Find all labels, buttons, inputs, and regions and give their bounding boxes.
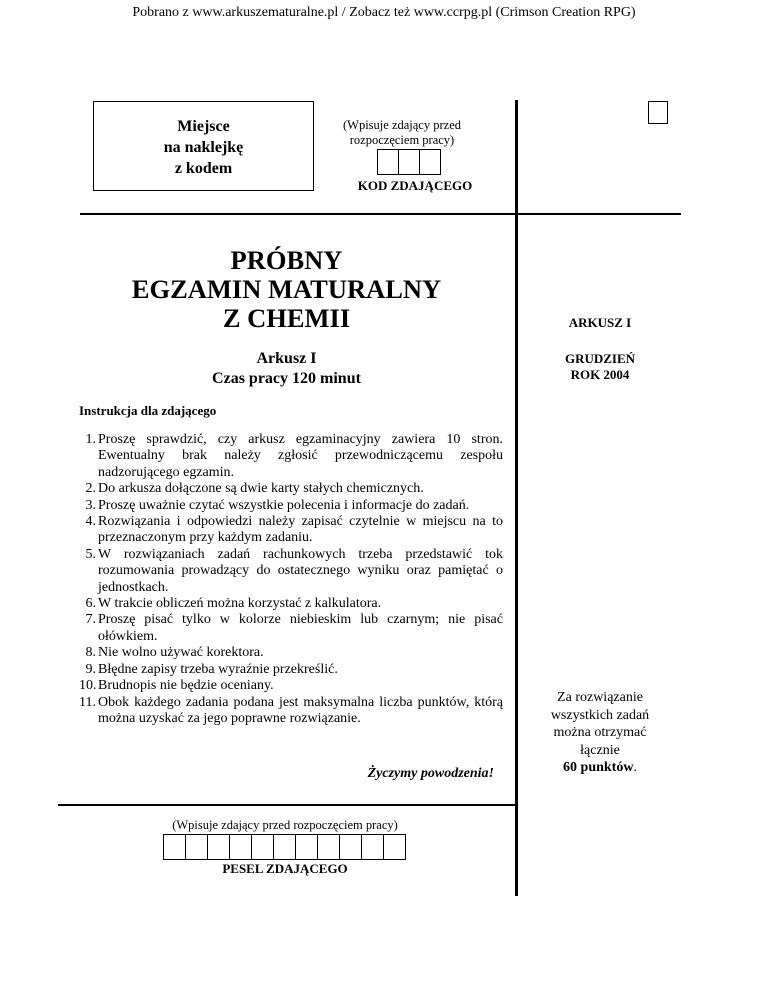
pesel-digit-box[interactable] (229, 834, 252, 860)
instruction-text: Do arkusza dołączone są dwie karty stałych chemicznych. (98, 481, 424, 497)
pesel-digit-box[interactable] (339, 834, 362, 860)
instruction-item (79, 498, 503, 514)
side-arkusz: ARKUSZ I (568, 315, 632, 330)
instruction-number: 8. (85, 645, 96, 661)
kod-boxes[interactable] (378, 149, 441, 175)
pesel-digit-box[interactable] (251, 834, 274, 860)
sticker-label: Miejsce na naklejkę z kodem (163, 118, 244, 177)
pesel-note: (Wpisuje zdający przed rozpoczęciem pracy) (172, 818, 398, 832)
pesel-label: PESEL ZDAJĄCEGO (222, 861, 348, 876)
instruction-number: 5. (85, 546, 96, 562)
instruction-number: 10. (79, 678, 97, 694)
kod-digit-box[interactable] (398, 149, 420, 175)
instruction-number: 9. (85, 661, 96, 677)
kod-digit-box[interactable] (377, 149, 399, 175)
instruction-number: 3. (85, 497, 96, 513)
bottom-divider (58, 804, 518, 806)
pesel-boxes[interactable] (164, 834, 406, 860)
pesel-digit-box[interactable] (207, 834, 230, 860)
instruction-item (79, 432, 503, 481)
instruction-number: 4. (85, 514, 96, 530)
kod-digit-box[interactable] (419, 149, 441, 175)
instruction-item (79, 678, 503, 694)
pesel-digit-box[interactable] (317, 834, 340, 860)
instruction-item (79, 645, 503, 661)
kod-label: KOD ZDAJĄCEGO (357, 178, 473, 193)
instruction-item (79, 662, 503, 678)
instruction-item (79, 481, 503, 497)
instruction-text: Proszę sprawdzić, czy arkusz egzaminacyjny zawiera 10 stron. Ewentualny brak należy zgłosić przewodniczącemu zespołu nadzorującego egzamin. (98, 432, 503, 480)
instruction-text: Proszę uważnie czytać wszystkie polecenia i informacje do zadań. (98, 497, 470, 513)
instruction-number: 11. (79, 694, 96, 710)
pesel-digit-box[interactable] (295, 834, 318, 860)
instruction-number: 6. (85, 596, 96, 612)
pesel-digit-box[interactable] (273, 834, 296, 860)
instruction-item (79, 695, 503, 728)
instruction-item (79, 547, 503, 596)
instruction-item (79, 514, 503, 547)
instruction-text: Obok każdego zadania podana jest maksymalna liczba punktów, którą można uzyskać za jego poprawne rozwiązanie. (98, 694, 503, 726)
instructions-heading: Instrukcja dla zdającego (79, 403, 217, 418)
instruction-number: 7. (85, 612, 96, 628)
pesel-digit-box[interactable] (361, 834, 384, 860)
instruction-text: W rozwiązaniach zadań rachunkowych trzeba przedstawić tok rozumowania prowadzący do ostatecznego wyniku oraz pamiętać o jednostkach. (98, 546, 503, 595)
instruction-number: 2. (85, 481, 96, 497)
instruction-number: 1. (85, 432, 96, 447)
source-header: Pobrano z www.arkuszematuralne.pl / Zobacz też www.ccrpg.pl (Crimson Creation RPG) (132, 5, 636, 20)
vertical-divider (515, 100, 518, 896)
corner-box (648, 101, 668, 124)
instruction-item (79, 612, 503, 645)
side-points: Za rozwiązanie wszystkich zadań można otrzymać łącznie 60 punktów. (550, 690, 650, 775)
instruction-text: Błędne zapisy trzeba wyraźnie przekreślić. (98, 661, 338, 677)
pesel-digit-box[interactable] (383, 834, 406, 860)
instructions-list (79, 432, 503, 727)
exam-title: PRÓBNY EGZAMIN MATURALNY Z CHEMII (131, 245, 442, 333)
pesel-digit-box[interactable] (163, 834, 186, 860)
pesel-digit-box[interactable] (185, 834, 208, 860)
top-divider (80, 213, 681, 215)
instruction-item (79, 596, 503, 612)
instruction-text: Nie wolno używać korektora. (98, 645, 264, 661)
exam-subtitle: Arkusz I Czas pracy 120 minut (212, 350, 361, 387)
instruction-text: Proszę pisać tylko w kolorze niebieskim lub czarnym; nie pisać ołówkiem. (98, 612, 503, 644)
instruction-text: Rozwiązania i odpowiedzi należy zapisać czytelnie w miejscu na to przeznaczonym przy każdym zadaniu. (98, 514, 503, 546)
wish-text: Życzymy powodzenia! (367, 766, 494, 781)
instruction-text: Brudnopis nie będzie oceniany. (98, 678, 274, 694)
kod-note: (Wpisuje zdający przed rozpoczęciem pracy) (343, 118, 461, 147)
side-date: GRUDZIEŃ ROK 2004 (564, 351, 636, 382)
instruction-text: W trakcie obliczeń można korzystać z kalkulatora. (98, 596, 382, 612)
